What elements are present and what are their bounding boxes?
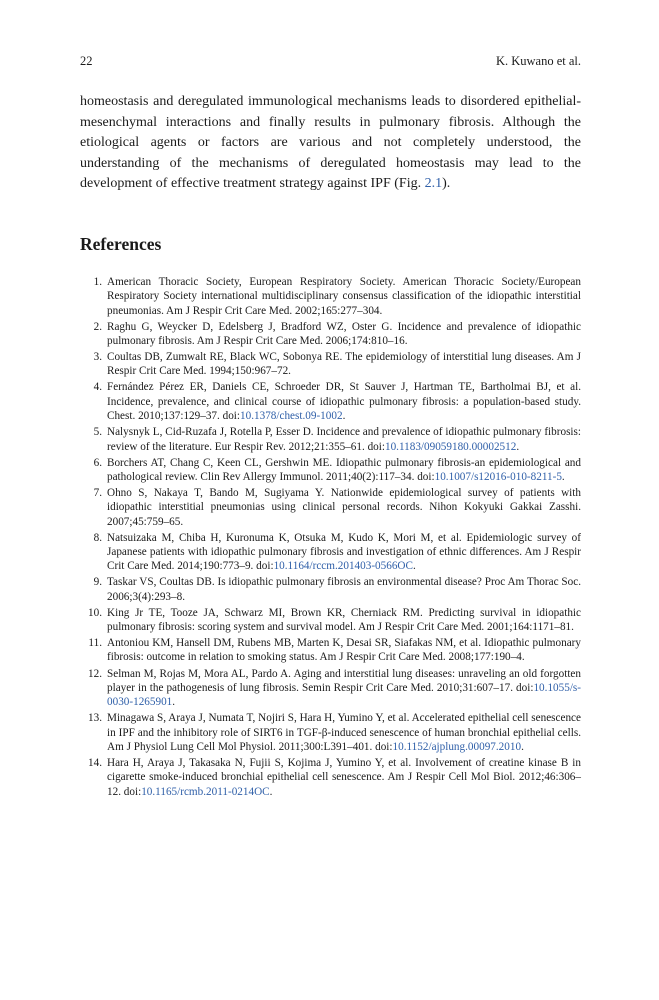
reference-item	[80, 320, 581, 349]
reference-number: 9.	[93, 576, 102, 589]
reference-text: Minagawa S, Araya J, Numata T, Nojiri S, Hara H, Yumino Y, et al. Accelerated epithelial cell senescence in IPF and the inhibitory role of SIRT6 in TGF-β-induced senescence of human bronchial epithelial cells. Am J Physiol Lung Cell Mol Physiol. 2011;300:L391–401.	[107, 712, 581, 753]
running-author: K. Kuwano et al.	[495, 54, 581, 68]
reference-text: Raghu G, Weycker D, Edelsberg J, Bradford WZ, Oster G. Incidence and prevalence of idiopathic pulmonary fibrosis. Am J Respir Crit Care Med. 2006;174:810–16.	[107, 320, 581, 348]
reference-number: 11.	[88, 637, 102, 650]
reference-text: Antoniou KM, Hansell DM, Rubens MB, Marten K, Desai SR, Siafakas NM, et al. Idiopathic pulmonary fibrosis: outcome in relation to smoking status. Am J Respir Crit Care Med. 2008;177:190–4.	[107, 637, 581, 664]
reference-text: Selman M, Rojas M, Mora AL, Pardo A. Aging and interstitial lung diseases: unraveling an old forgotten player in the pathogenesis of lung fibrosis. Semin Respir Crit Care Med. 2010;31:607–17.	[107, 667, 581, 694]
doi-prefix: doi:	[417, 470, 435, 483]
reference-item	[80, 531, 581, 574]
reference-number: 7.	[93, 486, 102, 499]
reference-number: 5.	[93, 426, 102, 439]
reference-end: .	[561, 470, 565, 483]
reference-end: .	[342, 410, 346, 423]
reference-number: 14.	[88, 756, 102, 769]
reference-text: Hara H, Araya J, Takasaka N, Fujii S, Kojima J, Yumino Y, et al. Involvement of creatine kinase B in cigarette smoke-induced bronchial epithelial cell senescence. Am J Respir Cell Mol Biol. 2012;46:306–12.	[107, 756, 581, 798]
reference-end: .	[521, 740, 524, 753]
reference-number: 2.	[93, 320, 102, 333]
reference-item	[80, 636, 581, 665]
reference-number: 6.	[93, 456, 102, 469]
doi-prefix: doi:	[375, 740, 393, 753]
reference-list	[80, 275, 581, 801]
paragraph-text: homeostasis and deregulated immunological mechanisms leads to disordered epithelial-mesenchymal interactions and finally results in pulmonary fibrosis. Although the etiological agents or factors are various and not completely understood, the understanding of the mechanisms of deregulated homeostasis may lead to the development of effective treatment strategy against IPF (Fig.	[80, 94, 581, 192]
doi-link[interactable]: 10.1152/ajplung.00097.2010	[392, 740, 522, 753]
doi-link[interactable]: 10.1164/rccm.201403-0566OC	[273, 560, 413, 573]
reference-number: 3.	[93, 351, 102, 364]
reference-number: 13.	[88, 712, 102, 725]
reference-number: 1.	[93, 276, 102, 288]
reference-number: 10.	[88, 606, 102, 619]
reference-end: .	[269, 785, 273, 798]
reference-number: 4.	[93, 381, 102, 394]
doi-link[interactable]: 10.1378/chest.09-1002	[240, 410, 343, 423]
reference-text: Nalysnyk L, Cid-Ruzafa J, Rotella P, Esser D. Incidence and prevalence of idiopathic pulmonary fibrosis: review of the literature. Eur Respir Rev. 2012;21:355–61.	[107, 426, 581, 453]
doi-prefix: doi:	[256, 560, 274, 573]
doi-link[interactable]: 10.1183/09059180.00002512	[384, 440, 517, 453]
reference-item	[80, 667, 581, 710]
reference-item	[80, 575, 581, 604]
reference-text: Ohno S, Nakaya T, Bando M, Sugiyama Y. Nationwide epidemiological survey of patients with idiopathic interstitial pneumonias using clinical personal records. Nihon Kokyuki Gakkai Zasshi. 2007;45:759–65.	[107, 486, 581, 528]
page-number: 22	[80, 54, 93, 68]
paragraph-text-end: ).	[442, 176, 451, 192]
reference-item	[80, 380, 581, 423]
reference-number: 8.	[93, 531, 102, 544]
reference-number: 12.	[88, 667, 102, 680]
doi-link[interactable]: 10.1165/rcmb.2011-0214OC	[141, 785, 270, 798]
reference-item	[80, 456, 581, 485]
doi-prefix: doi:	[222, 410, 241, 423]
reference-text: Natsuizaka M, Chiba H, Kuronuma K, Otsuka M, Kudo K, Mori M, et al. Epidemiologic survey of Japanese patients with idiopathic pulmonary fibrosis and investigation of ethnic differences. Am J Respir Crit Care Med. 2014;190:773–9.	[107, 531, 581, 573]
doi-prefix: doi:	[367, 440, 385, 453]
reference-text: Fernández Pérez ER, Daniels CE, Schroeder DR, St Sauver J, Hartman TE, Bartholmai BJ, et al. Incidence, prevalence, and clinical course of idiopathic pulmonary fibrosis: a population-based study. Chest. 2010;137:129–37.	[107, 381, 581, 423]
reference-item	[80, 350, 581, 379]
figure-link[interactable]: 2.1	[424, 176, 443, 192]
doi-prefix: doi:	[516, 681, 534, 694]
reference-text: Borchers AT, Chang C, Keen CL, Gershwin ME. Idiopathic pulmonary fibrosis-an epidemiological and pathological review. Clin Rev Allergy Immunol. 2011;40(2):117–34.	[107, 456, 581, 483]
references-heading: References	[80, 234, 162, 254]
reference-text: Coultas DB, Zumwalt RE, Black WC, Sobonya RE. The epidemiology of interstitial lung diseases. Am J Respir Crit Care Med. 1994;150:967–72.	[107, 351, 581, 378]
reference-text: King Jr TE, Tooze JA, Schwarz MI, Brown KR, Cherniack RM. Predicting survival in idiopathic pulmonary fibrosis: scoring system and survival model. Am J Respir Crit Care Med. 2001;164:1171–81.	[107, 606, 581, 634]
doi-link[interactable]: 10.1007/s12016-010-8211-5	[434, 470, 562, 483]
reference-text: Taskar VS, Coultas DB. Is idiopathic pulmonary fibrosis an environmental disease? Proc Am Thorac Soc. 2006;3(4):293–8.	[107, 576, 581, 603]
reference-item	[80, 606, 581, 635]
doi-link[interactable]: 10.1055/s-0030-1265901	[107, 681, 581, 709]
doi-prefix: doi:	[123, 785, 142, 798]
reference-item	[80, 756, 581, 799]
body-paragraph	[80, 92, 581, 195]
reference-item	[80, 711, 581, 754]
reference-end: .	[172, 696, 176, 709]
reference-item	[80, 275, 581, 318]
reference-item	[80, 486, 581, 529]
reference-end: .	[516, 440, 520, 453]
reference-item	[80, 425, 581, 454]
reference-end: .	[412, 560, 416, 573]
running-header	[80, 54, 581, 70]
reference-text: American Thoracic Society, European Respiratory Society. American Thoracic Society/European Respiratory Society international multidisciplinary consensus classification of the idiopathic interstitial pneumonias. Am J Respir Crit Care Med. 2002;165:277–304.	[107, 276, 581, 317]
